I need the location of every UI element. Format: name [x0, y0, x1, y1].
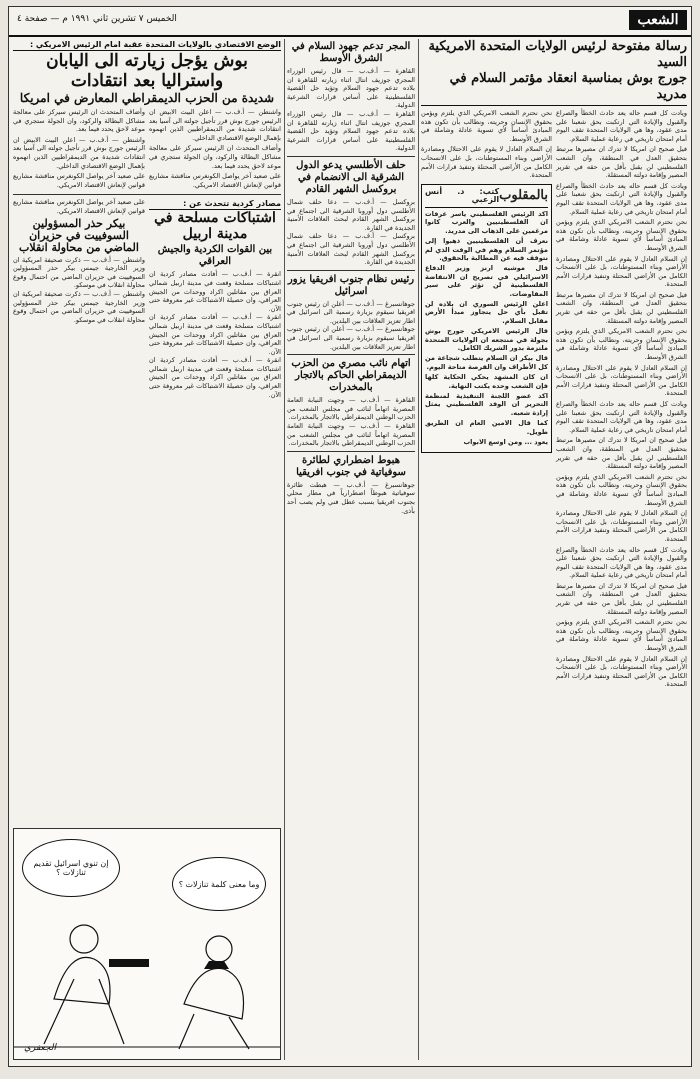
left-headline-line1: بوش يؤجل زيارته الى اليابان واستراليا بعد انتقادات [46, 51, 248, 91]
story-divider [287, 270, 415, 271]
lead-paragraph: نحن نحترم الشعب الامريكي الذي يلتزم ويؤمن بحقوق الإنسان وحريته، ونطالب بأن تكون هذه المبادئ أساساً لأي تسوية عادلة وشاملة في الشرق الأوسط. [556, 218, 687, 252]
column-divider [418, 39, 419, 1060]
lead-paragraph: نحن نحترم الشعب الامريكي الذي يلتزم ويؤمن بحقوق الإنسان وحريته، ونطالب بأن تكون هذه المبادئ أساساً لأي تسوية عادلة وشاملة في الشرق الأوسط. [421, 109, 552, 143]
story-divider [287, 354, 415, 355]
text-column [149, 198, 281, 399]
story-divider [13, 194, 281, 195]
lead-body [421, 109, 687, 691]
story-body: انقرة — أ.ف.ب — أفادت مصادر كردية ان اشتباكات مسلحة وقعت في مدينة اربيل شمالي العراق بين مقاتلين اكراد ووحدات من الجيش العراقي، وان حصيلة الاشتباكات غير معروفة حتى الآن. [149, 356, 281, 399]
story-paragraph: واشنطن — أ.ف.ب — اعلن البيت الابيض ان الرئيس جورج بوش قرر تأجيل جولته الى آسيا بعد انتقادات شديدة من الديمقراطيين الذين اتهموه بإهمال الوضع الاقتصادي الداخلي. [149, 108, 281, 142]
baker-headline: بيكر حذر المسؤولين السوفييت في حزيران الماضي من محاولة انقلاب [19, 216, 139, 254]
lead-paragraph: ويادت كل قسم حاله يعد حادث الخطأ والصراع والقبول والإيادة التي ارتكبت بحق شعبنا على مدى عقود، وها هي الولايات المتحدة تقف اليوم أمام امتحان تاريخي في رعاية عملية السلام. [556, 545, 687, 580]
text-column [149, 108, 281, 191]
text-column [13, 198, 145, 399]
story-divider [287, 451, 415, 452]
column-item: نعرف أن الفلسطينيين ذهبوا إلى مؤتمر السلام وهم في الوقت الذي لم نتوقف فيه عن المطالبة بالحقوق. [425, 237, 548, 262]
story-headline: هبوط اضطراري لطائرة سوفياتية في جنوب افريقيا [296, 454, 406, 478]
lead-paragraph: إن السلام العادل لا يقوم على الاحتلال ومصادرة الأراضي وبناء المستوطنات، بل على الانسحاب الكامل من الأراضي المحتلة وتنفيذ قرارات الأمم المتحدة. [421, 145, 552, 180]
story-kicker: مصادر كردية تتحدث عن : [149, 198, 281, 210]
story-paragraph: وأضاف المتحدث ان الرئيس سيركز على معالجة مشاكل البطالة والركود، وان الجولة ستجري في موعد لاحق يحدد فيما بعد. [13, 108, 145, 134]
column-box [421, 184, 552, 453]
story-body: جوهانسبرغ — أ.ف.ب — أعلن ان رئيس جنوب افريقيا سيقوم بزيارة رسمية الى اسرائيل في اطار تعزيز العلاقات بين البلدين. [287, 325, 415, 351]
lead-paragraph: فيل صحيح ان امريكا لا تدرك ان مصيرها مرتبط بتحقيق العدل في المنطقة، وان الشعب الفلسطيني لن يقبل بأقل من حقه في تقرير المصير وإقامة دولته المستقلة. [556, 290, 687, 325]
lead-body-col1 [556, 109, 687, 691]
left-column [13, 39, 281, 1060]
lead-headline [421, 39, 687, 106]
lead-paragraph: فيل صحيح ان امريكا لا تدرك ان مصيرها مرتبط بتحقيق العدل في المنطقة، وان الشعب الفلسطيني لن يقبل بأقل من حقه في تقرير المصير وإقامة دولته المستقلة. [556, 581, 687, 616]
column-item: اكد الرئيس الفلسطيني ياسر عرفات ان الفلسطينيين والعرب كانوا مرغمين على الذهاب الى مدريد. [425, 209, 548, 235]
column-item: ان كان المشهد يحكي الحكاية كلها فإن الشعب وحده يكتب النهاية. [425, 373, 548, 390]
story-body: جوهانسبرغ — أ.ف.ب — أعلن ان رئيس جنوب افريقيا سيقوم بزيارة رسمية الى اسرائيل في اطار تعزيز العلاقات بين البلدين. [287, 299, 415, 325]
story-body: القاهرة — أ.ف.ب — وجهت النيابة العامة المصرية اتهاماً لنائب في مجلس الشعب من الحزب الوطني الديمقراطي بالاتجار بالمخدرات. [287, 396, 415, 422]
cartoonist-signature: الجعفري [24, 1043, 56, 1053]
column-item: اعلن الرئيس السوري ان بلاده لن تقبل بأي حل يتجاوز مبدأ الأرض مقابل السلام. [425, 300, 548, 325]
lead-body-col2 [421, 109, 552, 691]
story-headline: رئيس نظام جنوب افريقيا يزور اسرائيل [287, 273, 415, 297]
column-item: قال بيكر ان السلام يتطلب شجاعة من كل الأطراف وان الفرصة متاحة اليوم. [425, 354, 548, 371]
masthead [9, 7, 691, 37]
right-column [421, 39, 687, 1060]
column-item: كما قال الامين العام ان الطريق طويل. [425, 419, 548, 436]
lead-paragraph: إن السلام العادل لا يقوم على الاحتلال ومصادرة الأراضي وبناء المستوطنات، بل على الانسحاب الكامل من الأراضي المحتلة وتنفيذ قرارات الأمم المتحدة. [556, 654, 687, 689]
story-paragraph: على صعيد آخر يواصل الكونغرس مناقشة مشاريع قوانين لإنعاش الاقتصاد الامريكي. [13, 172, 145, 189]
story-body: بروكسل — أ.ف.ب — دعا حلف شمال الأطلسي دول أوروبا الشرقية الى اجتماع في بروكسل الشهر القادم لبحث العلاقات الأمنية الجديدة في القارة. [287, 232, 415, 267]
text-column [13, 108, 145, 191]
newspaper-page [8, 6, 692, 1067]
story-body: واشنطن — أ.ف.ب — ذكرت صحيفة امريكية ان وزير الخارجية جيمس بيكر حذر المسؤولين السوفييت في حزيران الماضي من احتمال وقوع محاولة انقلاب في موسكو. [13, 289, 145, 324]
speech-bubble-left: إن تنوي اسرائيل تقديم تنازلات ؟ [22, 839, 120, 897]
lead-headline-line2: جورج بوش بمناسبة انعقاد مؤتمر السلام في مدريد [449, 71, 687, 102]
arbil-headline-line1: اشتباكات مسلحة في مدينة اربيل [154, 210, 276, 243]
lead-paragraph: فيل صحيح ان امريكا لا تدرك ان مصيرها مرتبط بتحقيق العدل في المنطقة، وان الشعب الفلسطيني لن يقبل بأقل من حقه في تقرير المصير وإقامة دولته المستقلة. [556, 436, 687, 471]
left-headline-line2: شديدة من الحزب الديمقراطي المعارض في امريكا [19, 91, 275, 105]
story-body: بروكسل — أ.ف.ب — دعا حلف شمال الأطلسي دول أوروبا الشرقية الى اجتماع في بروكسل الشهر القادم لبحث العلاقات الأمنية الجديدة في القارة. [287, 197, 415, 232]
story-body: واشنطن — أ.ف.ب — ذكرت صحيفة امريكية ان وزير الخارجية جيمس بيكر حذر المسؤولين السوفييت في حزيران الماضي من احتمال وقوع محاولة انقلاب في موسكو. [13, 255, 145, 290]
arbil-headline-line2: بين القوات الكردية والجيش العراقي [157, 244, 273, 268]
left-story-body [13, 108, 281, 191]
story-body: انقرة — أ.ف.ب — أفادت مصادر كردية ان اشتباكات مسلحة وقعت في مدينة اربيل شمالي العراق بين مقاتلين اكراد ووحدات من الجيش العراقي، وان حصيلة الاشتباكات غير معروفة حتى الآن. [149, 270, 281, 313]
column-divider [284, 39, 285, 1060]
lead-paragraph: إن السلام العادل لا يقوم على الاحتلال ومصادرة الأراضي وبناء المستوطنات، بل على الانسحاب الكامل من الأراضي المحتلة وتنفيذ قرارات الأمم المتحدة. [556, 254, 687, 289]
column-item: اكد عضو اللجنة التنفيذية لمنظمة التحرير ان الوفد الفلسطيني يمثل إرادة شعبه. [425, 392, 548, 417]
speech-bubble-right: وما معنى كلمة تنازلات ؟ [172, 857, 266, 911]
story-headline: المجر تدعم جهود السلام في الشرق الأوسط [291, 41, 411, 64]
lead-paragraph: ويادت كل قسم حاله يعد حادث الخطأ والصراع والقبول والإيادة التي ارتكبت بحق شعبنا على مدى عقود، وها هي الولايات المتحدة تقف اليوم أمام امتحان تاريخي في رعاية عملية السلام. [556, 181, 687, 216]
dateline: الخميس ٧ تشرين ثاني ١٩٩١ م — صفحة ٤ [17, 14, 177, 24]
lead-paragraph: ويادت كل قسم حاله يعد حادث الخطأ والصراع والقبول والإيادة التي ارتكبت بحق شعبنا على مدى عقود، وها هي الولايات المتحدة تقف اليوم أمام امتحان تاريخي في رعاية عملية السلام. [556, 400, 687, 434]
story-kicker: الوضع الاقتصادي بالولايات المتحدة عقبة امام الرئيس الامريكي : [13, 39, 281, 51]
column-item: قال موشيه ارنز وزير الدفاع الاسرائيلي في تصريح ان الانتفاضة الفلسطينية لن تؤثر على سير المفاوضات. [425, 264, 548, 298]
lead-paragraph: فيل صحيح ان امريكا لا تدرك ان مصيرها مرتبط بتحقيق العدل في المنطقة، وان الشعب الفلسطيني لن يقبل بأقل من حقه في تقرير المصير وإقامة دولته المستقلة. [556, 145, 687, 180]
lead-paragraph: إن السلام العادل لا يقوم على الاحتلال ومصادرة الأراضي وبناء المستوطنات، بل على الانسحاب الكامل من الأراضي المحتلة وتنفيذ قرارات الأمم المتحدة. [556, 509, 687, 543]
column-box-author: كتب: د. أنس الزعبي [425, 186, 500, 205]
story-body: انقرة — أ.ف.ب — أفادت مصادر كردية ان اشتباكات مسلحة وقعت في مدينة اربيل شمالي العراق بين مقاتلين اكراد ووحدات من الجيش العراقي، وان حصيلة الاشتباكات غير معروفة حتى الآن. [149, 313, 281, 356]
story-paragraph: واشنطن — أ.ف.ب — اعلن البيت الابيض ان الرئيس جورج بوش قرر تأجيل جولته الى آسيا بعد انتقادات شديدة من الديمقراطيين الذين اتهموه بإهمال الوضع الاقتصادي الداخلي. [13, 135, 145, 170]
left-lower [13, 198, 281, 399]
lead-paragraph: نحن نحترم الشعب الامريكي الذي يلتزم ويؤمن بحقوق الإنسان وحريته، ونطالب بأن تكون هذه المبادئ أساساً لأي تسوية عادلة وشاملة في الشرق الأوسط. [556, 472, 687, 507]
middle-column [287, 39, 415, 1060]
story-divider [287, 156, 415, 157]
column-item: يعود ... ومن اوسع الابواب [463, 438, 548, 447]
lead-paragraph: ويادت كل قسم حاله يعد حادث الخطأ والصراع والقبول والإيادة التي ارتكبت بحق شعبنا على مدى عقود، وها هي الولايات المتحدة تقف اليوم أمام امتحان تاريخي في رعاية عملية السلام. [556, 109, 687, 143]
story-headline: حلف الأطلسي يدعو الدول الشرقية الى الانضمام في بروكسل الشهر القادم [296, 159, 406, 195]
story-paragraph: على صعيد آخر يواصل الكونغرس مناقشة مشاريع قوانين لإنعاش الاقتصاد الامريكي. [149, 172, 281, 189]
lead-paragraph: نحن نحترم الشعب الامريكي الذي يلتزم ويؤمن بحقوق الإنسان وحريته، ونطالب بأن تكون هذه المبادئ أساساً لأي تسوية عادلة وشاملة في الشرق الأوسط. [556, 618, 687, 653]
story-body: جوهانسبرغ — أ.ف.ب — هبطت طائرة سوفياتية هبوطاً اضطرارياً في مطار محلي بجنوب افريقيا بسبب عطل فني ولم يصب أحد بأذى. [287, 480, 415, 515]
lead-paragraph: إن السلام العادل لا يقوم على الاحتلال ومصادرة الأراضي وبناء المستوطنات، بل على الانسحاب الكامل من الأراضي المحتلة وتنفيذ قرارات الأمم المتحدة. [556, 363, 687, 398]
story-body: القاهرة — أ.ف.ب — وجهت النيابة العامة المصرية اتهاماً لنائب في مجلس الشعب من الحزب الوطني الديمقراطي بالاتجار بالمخدرات. [287, 422, 415, 448]
column-box-title: بالمقلوب [499, 188, 548, 204]
story-headline: اتهام نائب مصري من الحزب الديمقراطي الحاكم بالاتجار بالمخدرات [291, 358, 411, 394]
story-body: القاهرة — أ.ف.ب — قال رئيس الوزراء المجري جوزيف انتال اثناء زيارته للقاهرة ان بلاده تدعم جهود السلام وتؤيد حل القضية الفلسطينية على أساس قرارات الشرعية الدولية. [287, 67, 415, 110]
cartoon [13, 828, 281, 1060]
newspaper-logo: الشعب [629, 10, 687, 30]
lead-headline-line1: رسالة مفتوحة لرئيس الولايات المتحدة الامريكية السيد [428, 39, 687, 70]
column-item: قال الرئيس الامريكي جورج بوش بجولة في منتجعه ان الولايات المتحدة ملتزمة بدور الشريك الكامل. [425, 327, 548, 353]
story-body: على صعيد آخر يواصل الكونغرس مناقشة مشاريع قوانين لإنعاش الاقتصاد الامريكي. [13, 198, 145, 215]
story-paragraph: وأضاف المتحدث ان الرئيس سيركز على معالجة مشاكل البطالة والركود، وان الجولة ستجري في موعد لاحق يحدد فيما بعد. [149, 144, 281, 170]
column-box-header [425, 188, 548, 208]
story-body: القاهرة — أ.ف.ب — قال رئيس الوزراء المجري جوزيف انتال اثناء زيارته للقاهرة ان بلاده تدعم جهود السلام وتؤيد حل القضية الفلسطينية على أساس قرارات الشرعية الدولية. [287, 109, 415, 153]
lead-paragraph: نحن نحترم الشعب الامريكي الذي يلتزم ويؤمن بحقوق الإنسان وحريته، ونطالب بأن تكون هذه المبادئ أساساً لأي تسوية عادلة وشاملة في الشرق الأوسط. [556, 327, 687, 362]
